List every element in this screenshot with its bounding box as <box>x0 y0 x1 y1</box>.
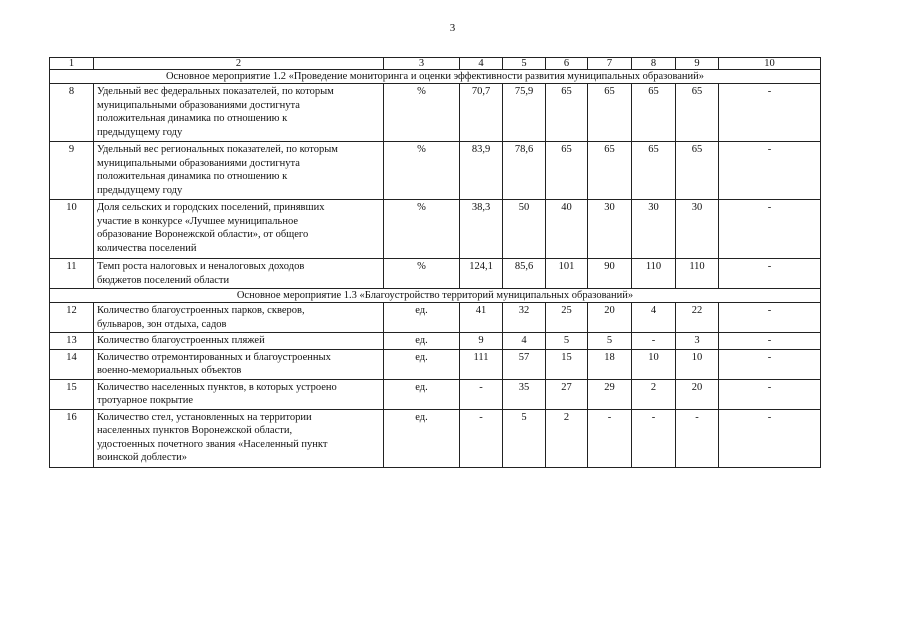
value-cell: 65 <box>588 84 632 142</box>
unit-cell: ед. <box>384 333 460 350</box>
header-cell: 8 <box>632 58 676 70</box>
value-cell: 65 <box>632 142 676 200</box>
value-cell: 65 <box>546 84 588 142</box>
value-cell: 3 <box>676 333 719 350</box>
value-cell: 41 <box>460 303 503 333</box>
table-row <box>50 200 821 259</box>
indicator-name <box>94 259 384 289</box>
header-cell: 3 <box>384 58 460 70</box>
header-cell: 1 <box>50 58 94 70</box>
note-cell: - <box>719 84 821 142</box>
table-row <box>50 409 821 467</box>
table-row <box>50 379 821 409</box>
table-row <box>50 349 821 379</box>
note-cell: - <box>719 349 821 379</box>
header-cell: 7 <box>588 58 632 70</box>
indicator-name <box>94 409 384 467</box>
value-cell: 27 <box>546 379 588 409</box>
value-cell: 5 <box>546 333 588 350</box>
value-cell: 10 <box>676 349 719 379</box>
value-cell: - <box>632 333 676 350</box>
value-cell: 101 <box>546 259 588 289</box>
value-cell: 85,6 <box>503 259 546 289</box>
indicator-name-line: удостоенных почетного звания «Населенный пункт <box>97 438 328 450</box>
section-title: Основное мероприятие 1.2 «Проведение мониторинга и оценки эффективности развития муниципальных образований» <box>50 70 821 84</box>
value-cell: 20 <box>676 379 719 409</box>
table-row <box>50 303 821 333</box>
page-number: 3 <box>449 22 456 34</box>
value-cell: 5 <box>503 409 546 467</box>
header-cell: 4 <box>460 58 503 70</box>
section-row <box>50 70 821 84</box>
indicator-name-line: положительная динамика по отношению к <box>97 171 288 182</box>
note-cell: - <box>719 142 821 200</box>
value-cell: - <box>632 409 676 467</box>
indicator-name-line: Количество благоустроенных пляжей <box>97 335 265 346</box>
value-cell: 57 <box>503 349 546 379</box>
value-cell: 9 <box>460 333 503 350</box>
value-cell: 29 <box>588 379 632 409</box>
value-cell: 32 <box>503 303 546 333</box>
unit-cell: ед. <box>384 349 460 379</box>
section-row <box>50 289 821 303</box>
header-cell: 5 <box>503 58 546 70</box>
header-cell: 9 <box>676 58 719 70</box>
note-cell: - <box>719 409 821 467</box>
value-cell: 2 <box>632 379 676 409</box>
value-cell: 111 <box>460 349 503 379</box>
indicator-name-line: Количество населенных пунктов, в которых устроено <box>97 381 337 393</box>
row-number: 11 <box>50 259 94 289</box>
indicator-name-line: населенных пунктов Воронежской области, <box>97 425 293 436</box>
indicator-name <box>94 333 384 350</box>
value-cell: 22 <box>676 303 719 333</box>
section-title: Основное мероприятие 1.3 «Благоустройство территорий муниципальных образований» <box>50 289 821 303</box>
note-cell: - <box>719 259 821 289</box>
value-cell: 50 <box>503 200 546 259</box>
value-cell: 110 <box>676 259 719 289</box>
indicator-name-line: Темп роста налоговых и неналоговых доходов <box>97 261 305 272</box>
value-cell: 4 <box>503 333 546 350</box>
value-cell: 40 <box>546 200 588 259</box>
indicator-name-line: предыдущему году <box>97 126 183 138</box>
value-cell: 2 <box>546 409 588 467</box>
value-cell: - <box>676 409 719 467</box>
table-row <box>50 84 821 142</box>
table-row <box>50 259 821 289</box>
indicator-name <box>94 349 384 379</box>
value-cell: 110 <box>632 259 676 289</box>
indicator-name <box>94 303 384 333</box>
row-number: 16 <box>50 409 94 467</box>
indicator-name-line: тротуарное покрытие <box>97 395 193 406</box>
row-number: 14 <box>50 349 94 379</box>
indicator-name-line: Количество отремонтированных и благоустроенных <box>97 351 331 363</box>
value-cell: - <box>460 409 503 467</box>
indicator-name-line: предыдущему году <box>97 184 183 196</box>
row-number: 12 <box>50 303 94 333</box>
indicator-name-line: Доля сельских и городских поселений, принявших <box>97 202 325 213</box>
table-row <box>50 333 821 350</box>
value-cell: 65 <box>676 142 719 200</box>
header-row <box>50 58 821 70</box>
value-cell: 30 <box>588 200 632 259</box>
value-cell: 65 <box>632 84 676 142</box>
value-cell: 10 <box>632 349 676 379</box>
value-cell: 20 <box>588 303 632 333</box>
value-cell: 15 <box>546 349 588 379</box>
unit-cell: ед. <box>384 379 460 409</box>
indicator-name-line: бюджетов поселений области <box>97 274 230 286</box>
indicator-name <box>94 200 384 259</box>
indicator-name <box>94 142 384 200</box>
value-cell: 70,7 <box>460 84 503 142</box>
value-cell: 5 <box>588 333 632 350</box>
unit-cell: % <box>384 84 460 142</box>
note-cell: - <box>719 200 821 259</box>
unit-cell: ед. <box>384 303 460 333</box>
indicator-name-line: образование Воронежской области», от общего <box>97 229 309 240</box>
header-cell: 6 <box>546 58 588 70</box>
value-cell: - <box>460 379 503 409</box>
indicator-table <box>49 57 821 468</box>
value-cell: 124,1 <box>460 259 503 289</box>
unit-cell: ед. <box>384 409 460 467</box>
value-cell: - <box>588 409 632 467</box>
table-row <box>50 142 821 200</box>
note-cell: - <box>719 333 821 350</box>
value-cell: 38,3 <box>460 200 503 259</box>
unit-cell: % <box>384 142 460 200</box>
indicator-name-line: муниципальными образованиями достигнута <box>97 99 300 111</box>
note-cell: - <box>719 379 821 409</box>
value-cell: 30 <box>632 200 676 259</box>
value-cell: 65 <box>676 84 719 142</box>
unit-cell: % <box>384 259 460 289</box>
indicator-name-line: участие в конкурсе «Лучшее муниципальное <box>97 215 298 227</box>
note-cell: - <box>719 303 821 333</box>
indicator-name-line: Количество стел, установленных на территории <box>97 411 312 423</box>
value-cell: 4 <box>632 303 676 333</box>
value-cell: 25 <box>546 303 588 333</box>
value-cell: 30 <box>676 200 719 259</box>
value-cell: 90 <box>588 259 632 289</box>
row-number: 8 <box>50 84 94 142</box>
value-cell: 78,6 <box>503 142 546 200</box>
header-cell: 2 <box>94 58 384 70</box>
indicator-name-line: воинской доблести» <box>97 452 188 463</box>
row-number: 10 <box>50 200 94 259</box>
row-number: 15 <box>50 379 94 409</box>
indicator-name-line: военно-мемориальных объектов <box>97 365 242 376</box>
indicator-name-line: положительная динамика по отношению к <box>97 113 288 124</box>
row-number: 9 <box>50 142 94 200</box>
unit-cell: % <box>384 200 460 259</box>
row-number: 13 <box>50 333 94 350</box>
indicator-name <box>94 379 384 409</box>
indicator-name-line: количества поселений <box>97 242 197 254</box>
value-cell: 18 <box>588 349 632 379</box>
value-cell: 75,9 <box>503 84 546 142</box>
value-cell: 35 <box>503 379 546 409</box>
value-cell: 65 <box>546 142 588 200</box>
indicator-name-line: Удельный вес федеральных показателей, по которым <box>97 86 334 97</box>
indicator-name-line: Количество благоустроенных парков, скверов, <box>97 305 305 316</box>
indicator-name <box>94 84 384 142</box>
table-body <box>50 58 821 468</box>
indicator-name-line: муниципальными образованиями достигнута <box>97 157 300 169</box>
value-cell: 65 <box>588 142 632 200</box>
indicator-name-line: Удельный вес региональных показателей, по которым <box>97 144 338 155</box>
value-cell: 83,9 <box>460 142 503 200</box>
header-cell: 10 <box>719 58 821 70</box>
indicator-name-line: бульваров, зон отдыха, садов <box>97 318 227 330</box>
